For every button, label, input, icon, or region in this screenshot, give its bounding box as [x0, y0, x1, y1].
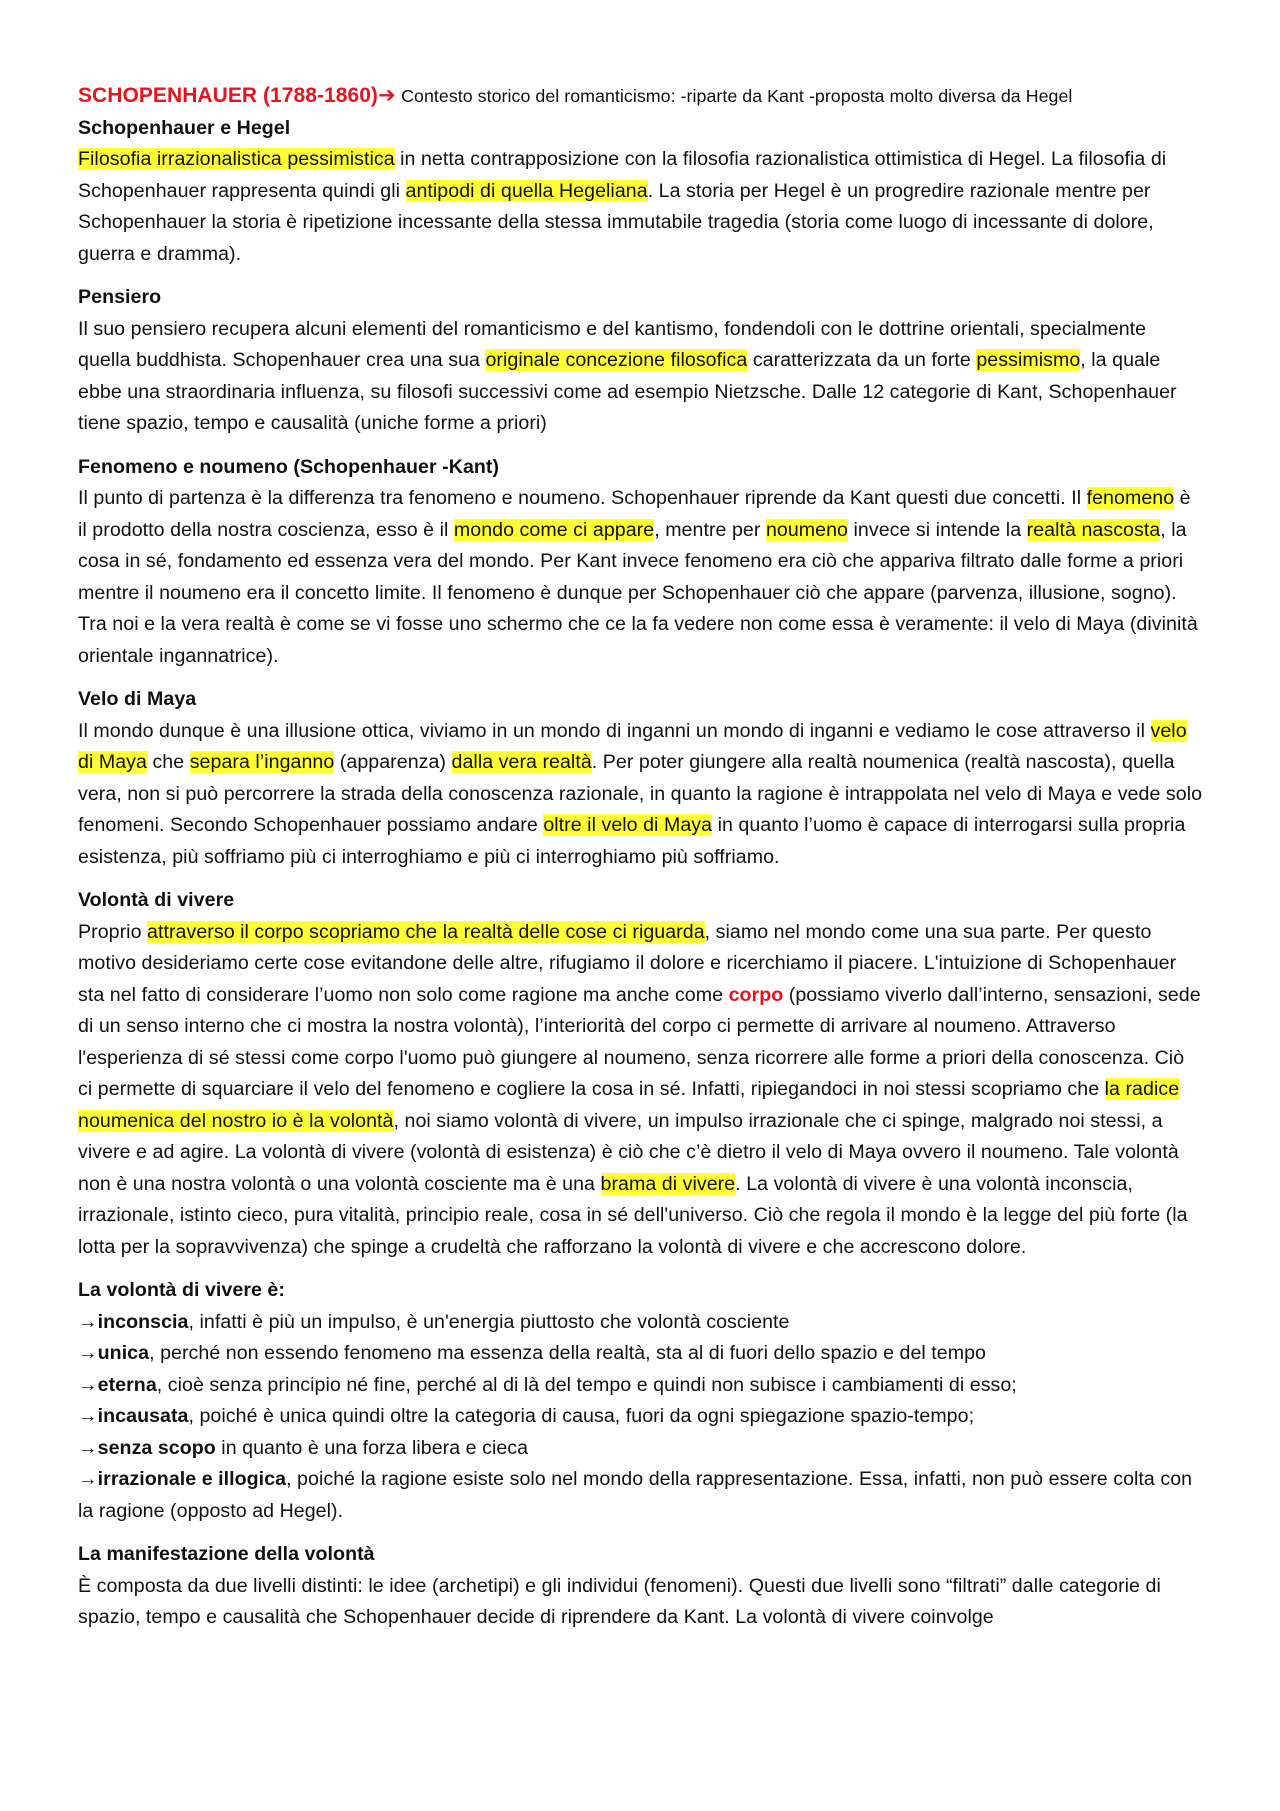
highlight: fenomeno [1086, 487, 1175, 509]
text: che [146, 751, 190, 773]
text: È composta da due livelli distinti: le idee (archetipi) e gli individui (fenomeni). Questi due livelli sono “filtrati” dalle categorie di spazio, tempo e causalità che Schopenhauer decide di riprendere da Kant. La volontà di vivere coinvolge [78, 1574, 1161, 1628]
list-item-term: senza scopo [97, 1436, 216, 1459]
paragraph-schopenhauer-hegel [78, 144, 1203, 270]
highlight: la radice noumenica del nostro io è la volontà [78, 1078, 1180, 1132]
list-item-term: irrazionale e illogica [97, 1468, 287, 1490]
text: in quanto l’uomo è capace di interrogarsi sulla propria esistenza, più soffriamo più ci interroghiamo e più ci interroghiamo più soffriamo. [78, 814, 1186, 868]
text: , mentre per [654, 518, 766, 541]
text: Il mondo dunque è una illusione ottica, viviamo in un mondo di inganni un mondo di inganni e vediamo le cose attraverso il [78, 719, 1151, 742]
arrow-right-icon: → [78, 1468, 98, 1490]
highlight: attraverso il corpo scopriamo che la realtà delle cose ci riguarda [147, 920, 705, 943]
heading-pensiero: Pensiero [78, 286, 162, 308]
highlight: separa l’inganno [189, 751, 335, 773]
list-item-text: , poiché la ragione esiste solo nel mondo della rappresentazione. Essa, infatti, non può essere colta con la ragione (opposto ad Hegel). [78, 1468, 1193, 1522]
list-item [78, 1338, 1203, 1370]
heading-caratteristiche: La volontà di vivere è: [78, 1279, 285, 1301]
highlight: pessimismo [976, 349, 1081, 371]
text: è il prodotto della nostra coscienza, esso è il [78, 487, 1191, 541]
list-item-term: inconscia [97, 1310, 189, 1333]
list-item [78, 1433, 1203, 1465]
paragraph-pensiero [78, 314, 1203, 440]
arrow-right-icon: → [78, 1436, 98, 1459]
paragraph-velo-di-maya [78, 716, 1203, 874]
highlight: dalla vera realtà [451, 751, 592, 773]
text: . Per poter giungere alla realtà noumenica (realtà nascosta), quella vera, non si può percorrere la strada della conoscenza razionale, in quanto la ragione è intrappolata nel velo di Maya e vede solo fenomeni. Secondo Schopenhauer possiamo andare [78, 751, 1203, 836]
list-item [78, 1401, 1203, 1433]
list-item-term: eterna [97, 1373, 157, 1396]
text: , siamo nel mondo come una sua parte. Per questo motivo desideriamo certe cose evitandone delle altre, rifugiamo il dolore e ricerchiamo il piacere. L'intuizione di Schopenhauer sta nel fatto di considerare l’uomo non solo come ragione ma anche come [78, 920, 1177, 1006]
highlight: oltre il velo di Maya [543, 814, 713, 836]
list-item-term: incausata [97, 1405, 189, 1427]
paragraph-volonta-di-vivere [78, 917, 1203, 1264]
arrow-right-icon: → [78, 1342, 98, 1364]
text: Proprio [78, 920, 148, 943]
arrow-right-icon: → [78, 1405, 98, 1427]
document-page [78, 80, 1203, 1634]
list-item-term: unica [97, 1342, 150, 1364]
paragraph-manifestazione [78, 1571, 1203, 1634]
text: . La storia per Hegel è un progredire razionale mentre per Schopenhauer la storia è ripetizione incessante della stessa immutabile tragedia (storia come luogo di incessante di dolore, guerra e dramma). [78, 179, 1154, 265]
title-line [78, 80, 1203, 113]
heading-schopenhauer-hegel: Schopenhauer e Hegel [78, 116, 291, 139]
highlight: antipodi di quella Hegeliana [405, 179, 648, 202]
text: , la cosa in sé, fondamento ed essenza vera del mondo. Per Kant invece fenomeno era ciò che appariva filtrato dalle forme a priori mentre il noumeno era il concetto limite. Il fenomeno è dunque per Schopenhauer ciò che appare (parvenza, illusione, sogno). Tra noi e la vera realtà è come se vi fosse uno schermo che ce la fa vedere non come essa è veramente: il velo di Maya (divinità orientale ingannatrice). [78, 518, 1198, 667]
arrow-right-icon: → [78, 1310, 98, 1333]
highlight: originale concezione filosofica [485, 349, 748, 371]
highlight: brama di vivere [600, 1172, 736, 1195]
highlight: realtà nascosta [1026, 518, 1161, 541]
paragraph-fenomeno-noumeno [78, 483, 1203, 672]
text: Il suo pensiero recupera alcuni elementi del romanticismo e del kantismo, fondendoli con le dottrine orientali, specialmente quella buddhista. Schopenhauer crea una sua [78, 317, 1147, 371]
text: (apparenza) [334, 751, 452, 773]
list-item [78, 1464, 1203, 1527]
list-item-text: , poiché è unica quindi oltre la categoria di causa, fuori da ogni spiegazione spazio-tempo; [188, 1405, 975, 1427]
list-item [78, 1307, 1203, 1339]
highlight: Filosofia irrazionalistica pessimistica [78, 148, 395, 170]
list-item-text: , cioè senza principio né fine, perché al di là del tempo e quindi non subisce i cambiamenti di esso; [156, 1373, 1017, 1396]
heading-volonta-di-vivere: Volontà di vivere [78, 889, 235, 911]
doc-title: SCHOPENHAUER (1788-1860) [78, 84, 378, 107]
highlight: velo di Maya [78, 719, 1187, 773]
text: , noi siamo volontà di vivere, un impulso irrazionale che ci spinge, malgrado noi stessi, a vivere e ad agire. La volontà di vivere (volontà di esistenza) è ciò che c’è dietro il velo di Maya ovvero il noumeno. Tale volontà non è una nostra volontà o una volontà cosciente ma è una [78, 1109, 1179, 1195]
text: , la quale ebbe una straordinaria influenza, su filosofi successivi come ad esempio Nietzsche. Dalle 12 categorie di Kant, Schopenhauer tiene spazio, tempo e causalità (uniche forme a priori) [78, 349, 1177, 434]
heading-fenomeno-noumeno: Fenomeno e noumeno (Schopenhauer -Kant) [78, 455, 500, 478]
text: caratterizzata da un forte [747, 349, 977, 371]
arrow-right-icon: ➔ [377, 84, 396, 107]
heading-manifestazione: La manifestazione della volontà [78, 1543, 375, 1565]
text: in netta contrapposizione con la filosofia razionalistica ottimistica di Hegel. La filosofia di Schopenhauer rappresenta quindi gli [78, 148, 1167, 202]
list-item [78, 1370, 1203, 1402]
arrow-right-icon: → [78, 1373, 98, 1396]
text: invece si intende la [848, 518, 1027, 541]
text: . La volontà di vivere è una volontà inconscia, irrazionale, istinto cieco, pura vitalità, principio reale, cosa in sé dell'universo. Ciò che regola il mondo è la legge del più forte (la lotta per la sopravvivenza) che spinge a crudeltà che rafforzano la volontà di vivere e che accrescono dolore. [78, 1172, 1188, 1258]
text: (possiamo viverlo dall’interno, sensazioni, sede di un senso interno che ci mostra la nostra volontà), l’interiorità del corpo ci permette di arrivare al noumeno. Attraverso l'esperienza di sé stessi come corpo l'uomo può giungere al noumeno, senza ricorrere alle forme a priori della conoscenza. Ciò ci permette di squarciare il velo del fenomeno e cogliere la cosa in sé. Infatti, ripiegandoci in noi stessi scopriamo che [78, 983, 1201, 1100]
heading-velo-di-maya: Velo di Maya [78, 688, 197, 710]
red-emphasis: corpo [728, 983, 784, 1006]
list-item-text: , infatti è più un impulso, è un'energia piuttosto che volontà cosciente [188, 1310, 790, 1333]
list-item-text: , perché non essendo fenomeno ma essenza della realtà, sta al di fuori dello spazio e del tempo [149, 1342, 987, 1364]
highlight: mondo come ci appare [453, 518, 655, 541]
text: Il punto di partenza è la differenza tra fenomeno e noumeno. Schopenhauer riprende da Kant questi due concetti. Il [78, 487, 1087, 509]
title-context: Contesto storico del romanticismo: -riparte da Kant -proposta molto diversa da Hegel [401, 86, 1073, 106]
list-item-text: in quanto è una forza libera e cieca [215, 1436, 529, 1459]
highlight: noumeno [765, 518, 848, 541]
